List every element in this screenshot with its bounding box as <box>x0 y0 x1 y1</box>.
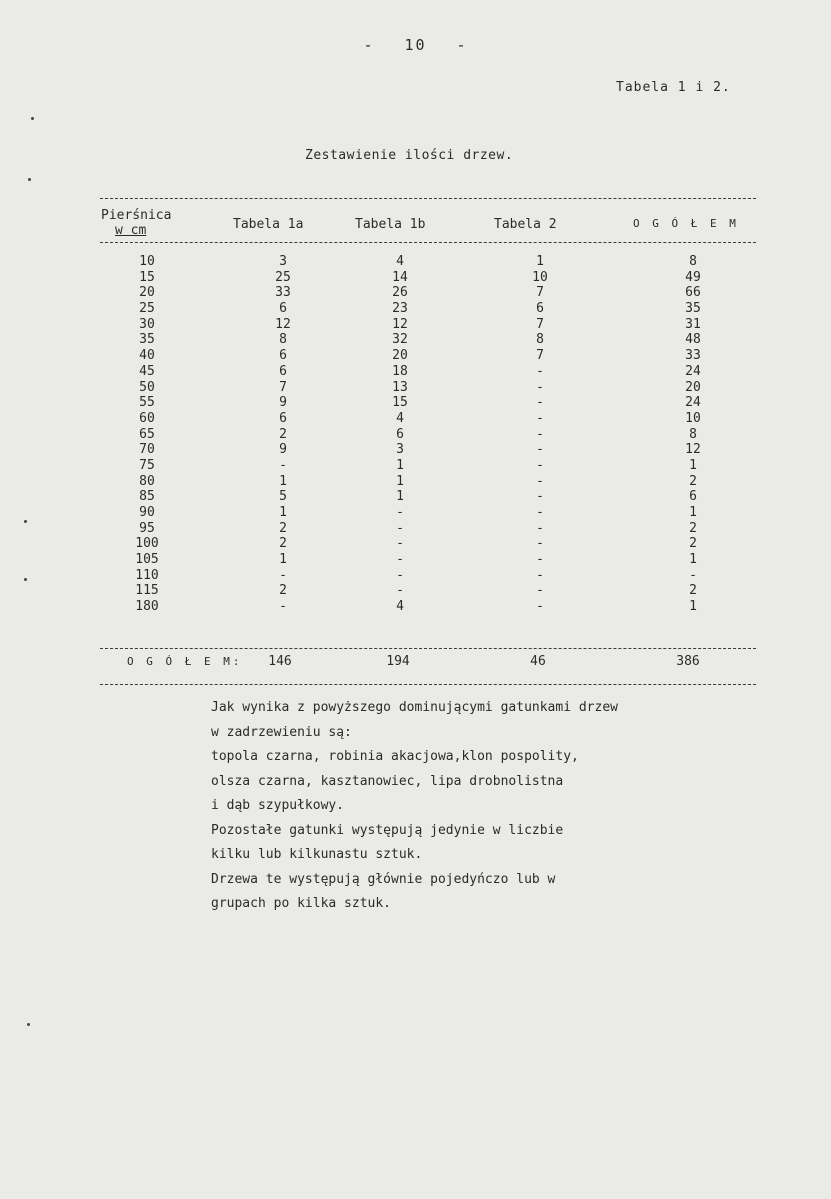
table-row <box>100 285 756 301</box>
table-cell: 3 <box>396 442 404 458</box>
table-cell: 50 <box>139 379 155 395</box>
table-cell: 40 <box>139 348 155 364</box>
table-row <box>100 411 756 427</box>
table-row <box>100 348 756 364</box>
table-row <box>100 270 756 286</box>
table-cell: - <box>396 505 404 520</box>
header-bottom-rule <box>100 242 756 243</box>
table-cell: 105 <box>135 552 159 568</box>
table-cell: 14 <box>392 269 408 285</box>
table-bottom-rule <box>100 684 756 685</box>
table-cell: - <box>279 457 287 473</box>
table-cell: 7 <box>536 285 544 301</box>
table-cell: 110 <box>135 567 159 583</box>
table-cell: 45 <box>139 363 155 379</box>
total-row <box>100 654 756 674</box>
table-cell: 30 <box>139 316 155 332</box>
table-cell: 2 <box>279 426 287 442</box>
table-cell: 8 <box>536 332 544 348</box>
table-row <box>100 395 756 411</box>
table-cell: 7 <box>536 348 544 364</box>
table-cell: - <box>536 505 544 520</box>
table-cell: - <box>536 473 544 489</box>
table-row <box>100 458 756 474</box>
margin-dot <box>27 1023 30 1026</box>
table-cell: - <box>536 363 544 379</box>
table-cell: 1 <box>689 457 697 473</box>
table-cell: 48 <box>685 332 701 348</box>
table-cell: 15 <box>392 395 408 411</box>
table-cell: 4 <box>396 254 404 269</box>
table-cell: - <box>536 536 544 552</box>
table-cell: 20 <box>685 379 701 395</box>
table-cell: 180 <box>135 599 159 615</box>
table-cell: 6 <box>396 426 404 442</box>
table-cell: 1 <box>396 457 404 473</box>
table-cell: 1 <box>396 473 404 489</box>
table-cell: 4 <box>396 410 404 426</box>
column-header-tabela-2: Tabela 2 <box>494 217 557 232</box>
margin-dot <box>24 578 27 581</box>
table-cell: 1 <box>396 489 404 505</box>
table-row <box>100 254 756 270</box>
table-cell: 1 <box>536 254 544 269</box>
table-cell: 66 <box>685 285 701 301</box>
table-cell: 13 <box>392 379 408 395</box>
column-header-tabela-1a: Tabela 1a <box>233 217 304 232</box>
table-row <box>100 332 756 348</box>
table-cell: 35 <box>139 332 155 348</box>
table-row <box>100 442 756 458</box>
table-row <box>100 599 756 615</box>
column-header-ogolem: O G Ó Ł E M <box>633 217 739 230</box>
table-cell: - <box>536 599 544 615</box>
table-cell: 75 <box>139 457 155 473</box>
page-number: - 10 - <box>363 36 468 54</box>
table-cell: - <box>396 567 404 583</box>
table-cell: 2 <box>279 520 287 536</box>
table-cell: 20 <box>392 348 408 364</box>
table-cell: - <box>536 457 544 473</box>
table-cell: 6 <box>689 489 697 505</box>
table-cell: 6 <box>279 301 287 317</box>
table-top-rule <box>100 198 756 199</box>
text-line: i dąb szypułkowy. <box>211 798 345 813</box>
table-row <box>100 380 756 396</box>
table-cell: - <box>536 489 544 505</box>
text-line: Drzewa te występują głównie pojedyńczo lub w <box>211 871 556 887</box>
table-row <box>100 521 756 537</box>
total-tabela-1b: 194 <box>386 654 410 669</box>
table-cell: - <box>536 442 544 458</box>
table-cell: 25 <box>139 301 155 317</box>
table-cell: 12 <box>275 316 291 332</box>
table-cell: 2 <box>689 520 697 536</box>
table-cell: 7 <box>279 379 287 395</box>
table-cell: 4 <box>396 599 404 615</box>
table-row <box>100 364 756 380</box>
table-cell: - <box>396 536 404 552</box>
text-line: topola czarna, robinia akacjowa,klon pospolity, <box>211 749 579 764</box>
table-cell: 32 <box>392 332 408 348</box>
table-cell: 6 <box>279 348 287 364</box>
column-header-piersnica: Pierśnica w cm <box>101 208 172 238</box>
table-row <box>100 552 756 568</box>
table-cell: 1 <box>689 552 697 568</box>
table-row <box>100 427 756 443</box>
table-row <box>100 505 756 521</box>
table-row <box>100 568 756 584</box>
table-cell: 10 <box>139 254 155 269</box>
table-reference: Tabela 1 i 2. <box>616 80 731 95</box>
table-cell: 49 <box>685 269 701 285</box>
table-cell: 31 <box>685 316 701 332</box>
page-title: Zestawienie ilości drzew. <box>305 148 514 163</box>
total-tabela-1a: 146 <box>268 654 292 669</box>
table-cell: 20 <box>139 285 155 301</box>
table-cell: 23 <box>392 301 408 317</box>
table-cell: 9 <box>279 442 287 458</box>
table-cell: 33 <box>275 285 291 301</box>
table-cell: 2 <box>689 583 697 599</box>
table-cell: 55 <box>139 395 155 411</box>
table-cell: 9 <box>279 395 287 411</box>
table-cell: 6 <box>536 301 544 317</box>
table-cell: - <box>536 567 544 583</box>
table-cell: - <box>279 567 287 583</box>
table-cell: - <box>396 552 404 568</box>
text-line: kilku lub kilkunastu sztuk. <box>211 847 423 862</box>
table-cell: 15 <box>139 269 155 285</box>
body-bottom-rule <box>100 648 756 649</box>
table-cell: 5 <box>279 489 287 505</box>
table-cell: 2 <box>689 473 697 489</box>
table-cell: 8 <box>689 426 697 442</box>
table-cell: 1 <box>689 505 697 520</box>
table-row <box>100 301 756 317</box>
text-line: w zadrzewieniu są: <box>211 724 352 740</box>
total-label: O G Ó Ł E M: <box>127 655 243 668</box>
table-cell: - <box>396 583 404 599</box>
text-line: Pozostałe gatunki występują jedynie w liczbie <box>211 822 564 838</box>
body-paragraph <box>211 696 771 917</box>
table-cell: 6 <box>279 363 287 379</box>
table-cell: 12 <box>392 316 408 332</box>
table-cell: 100 <box>135 536 159 552</box>
table-cell: - <box>279 599 287 615</box>
table-row <box>100 317 756 333</box>
table-cell: 1 <box>279 552 287 568</box>
table-cell: 2 <box>279 583 287 599</box>
column-header-tabela-1b: Tabela 1b <box>355 217 426 232</box>
table-cell: 1 <box>689 599 697 615</box>
table-cell: 24 <box>685 363 701 379</box>
table-cell: 85 <box>139 489 155 505</box>
table-cell: - <box>689 567 697 583</box>
margin-dot <box>28 178 31 181</box>
table-cell: 33 <box>685 348 701 364</box>
table-cell: 18 <box>392 363 408 379</box>
table-cell: 12 <box>685 442 701 458</box>
table-cell: - <box>536 426 544 442</box>
table-cell: 90 <box>139 505 155 520</box>
table-cell: 60 <box>139 410 155 426</box>
total-tabela-2: 46 <box>530 654 546 669</box>
table-cell: - <box>536 379 544 395</box>
table-cell: - <box>536 410 544 426</box>
table-cell: 65 <box>139 426 155 442</box>
table-cell: - <box>536 395 544 411</box>
table-cell: - <box>536 552 544 568</box>
text-line: Jak wynika z powyższego dominującymi gatunkami drzew <box>211 700 618 715</box>
table-body <box>100 254 756 615</box>
table-cell: 115 <box>135 583 159 599</box>
table-cell: 8 <box>689 254 697 269</box>
table-cell: 24 <box>685 395 701 411</box>
table-cell: - <box>536 520 544 536</box>
margin-dot <box>24 520 27 523</box>
table-cell: 80 <box>139 473 155 489</box>
table-cell: 10 <box>532 269 548 285</box>
table-cell: 2 <box>689 536 697 552</box>
table-row <box>100 474 756 490</box>
table-cell: - <box>536 583 544 599</box>
table-cell: 10 <box>685 410 701 426</box>
margin-dot <box>31 117 34 120</box>
table-cell: 25 <box>275 269 291 285</box>
table-cell: 26 <box>392 285 408 301</box>
table-cell: 2 <box>279 536 287 552</box>
table-cell: 8 <box>279 332 287 348</box>
table-cell: 1 <box>279 505 287 520</box>
table-cell: 1 <box>279 473 287 489</box>
text-line: grupach po kilka sztuk. <box>211 896 392 911</box>
table-cell: 6 <box>279 410 287 426</box>
table-cell: 95 <box>139 520 155 536</box>
total-ogolem: 386 <box>676 654 700 669</box>
table-cell: - <box>396 520 404 536</box>
table-row <box>100 536 756 552</box>
text-line: olsza czarna, kasztanowiec, lipa drobnolistna <box>211 773 564 789</box>
table-row <box>100 489 756 505</box>
table-row <box>100 583 756 599</box>
table-cell: 70 <box>139 442 155 458</box>
table-cell: 35 <box>685 301 701 317</box>
table-cell: 3 <box>279 254 287 269</box>
table-cell: 7 <box>536 316 544 332</box>
